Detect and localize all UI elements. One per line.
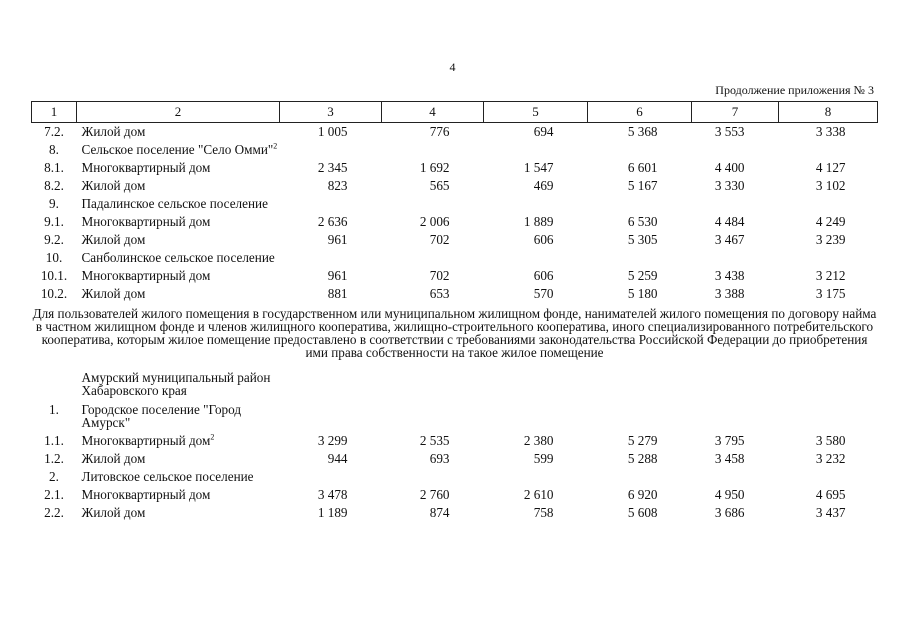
row-label-cell [77, 231, 280, 249]
value-cell: 944 [327, 451, 348, 466]
table-row [32, 486, 878, 504]
section-row [32, 401, 878, 432]
value-cell: 570 [533, 286, 554, 301]
table-row [32, 123, 878, 142]
value-cell: 1 692 [419, 160, 450, 175]
empty-cell [280, 249, 878, 267]
value-cell: 606 [533, 232, 554, 247]
empty-cell [280, 401, 878, 432]
row-number: 8.2. [44, 178, 64, 193]
row-label: Жилой дом [81, 286, 146, 301]
value-cell: 653 [429, 286, 450, 301]
section-number [32, 365, 77, 401]
row-label-cell [77, 177, 280, 195]
consumer-category-note: Для пользователей жилого помещения в государственном или муниципальном жилищном фонде, нанимателей жилого помещения по договору найма в частном жилищном фонде и членов жилищного кооператива, жилищно-строительного кооператива, иного специализированного потребительского кооператива, которым жилое помещение предоставлено в соответствии с требованиями законодательства Российской Федерации до приобретения ими права собственности на такое жилое помещение [32, 306, 877, 360]
value-cell: 5 180 [627, 286, 658, 301]
header-cell: 2 [77, 102, 280, 123]
row-number: 2.1. [44, 487, 64, 502]
region-title: Амурский муниципальный район Хабаровского края [81, 370, 271, 398]
empty-cell [280, 468, 878, 486]
value-cell: 3 478 [317, 487, 348, 502]
row-label: Жилой дом [81, 124, 146, 139]
value-cell: 599 [533, 451, 554, 466]
row-number: 7.2. [44, 124, 64, 139]
value-cell: 5 288 [627, 451, 658, 466]
row-number: 1.2. [44, 451, 64, 466]
value-cell: 5 368 [627, 124, 658, 139]
value-cell: 874 [429, 505, 450, 520]
section-title-cell [77, 249, 280, 267]
row-label-cell [77, 267, 280, 285]
row-label-cell [77, 159, 280, 177]
value-cell: 2 345 [317, 160, 348, 175]
row-number: 9.2. [44, 232, 64, 247]
value-cell: 606 [533, 268, 554, 283]
value-cell: 3 330 [714, 178, 745, 193]
value-cell: 961 [327, 232, 348, 247]
value-cell: 4 400 [714, 160, 745, 175]
row-label: Жилой дом [81, 451, 146, 466]
section-title: Сельское поселение "Село Омми" [81, 142, 274, 157]
row-label-cell [77, 486, 280, 504]
row-number: 10.1. [40, 268, 68, 283]
table-row [32, 267, 878, 285]
value-cell: 881 [327, 286, 348, 301]
section-title: Санболинское сельское поселение [81, 250, 275, 265]
value-cell: 3 388 [714, 286, 745, 301]
empty-cell [280, 195, 878, 213]
table-row [32, 177, 878, 195]
table-row [32, 285, 878, 303]
value-cell: 3 232 [815, 451, 846, 466]
header-cell: 4 [382, 102, 484, 123]
value-cell: 693 [429, 451, 450, 466]
value-cell: 2 006 [419, 214, 450, 229]
row-number: 1.1. [44, 433, 64, 448]
value-cell: 6 530 [627, 214, 658, 229]
value-cell: 823 [327, 178, 348, 193]
section-title-cell [77, 195, 280, 213]
value-cell: 3 338 [815, 124, 846, 139]
header-row [32, 102, 878, 123]
header-cell: 5 [484, 102, 588, 123]
row-label-cell [77, 213, 280, 231]
value-cell: 4 127 [815, 160, 846, 175]
section-title-cell [77, 401, 280, 432]
section-number: 2. [49, 469, 59, 484]
row-label: Жилой дом [81, 505, 146, 520]
value-cell: 5 167 [627, 178, 658, 193]
row-label: Многоквартирный дом [81, 487, 211, 502]
section-title: Литовское сельское поселение [81, 469, 254, 484]
value-cell: 3 553 [714, 124, 745, 139]
section-title: Падалинское сельское поселение [81, 196, 268, 211]
row-label: Многоквартирный дом [81, 268, 211, 283]
table-body [32, 123, 878, 523]
section-title-cell [77, 141, 280, 159]
page-number: 4 [449, 60, 456, 74]
header-cell: 8 [779, 102, 878, 123]
value-cell: 565 [429, 178, 450, 193]
value-cell: 3 212 [815, 268, 846, 283]
value-cell: 4 249 [815, 214, 846, 229]
value-cell: 3 686 [714, 505, 745, 520]
value-cell: 2 636 [317, 214, 348, 229]
header-cell: 7 [692, 102, 779, 123]
section-row [32, 141, 878, 159]
row-label-cell [77, 123, 280, 142]
value-cell: 3 437 [815, 505, 846, 520]
value-cell: 694 [533, 124, 554, 139]
row-label-cell [77, 285, 280, 303]
continuation-label: Продолжение приложения № 3 [715, 83, 874, 97]
value-cell: 2 610 [523, 487, 554, 502]
footnote-mark: 2 [210, 432, 215, 442]
value-cell: 3 299 [317, 433, 348, 448]
header-cell: 1 [32, 102, 77, 123]
value-cell: 1 189 [317, 505, 348, 520]
value-cell: 469 [533, 178, 554, 193]
row-label: Жилой дом [81, 232, 146, 247]
value-cell: 3 795 [714, 433, 745, 448]
section-title-cell [77, 468, 280, 486]
value-cell: 6 920 [627, 487, 658, 502]
value-cell: 2 380 [523, 433, 554, 448]
tariff-table [31, 101, 878, 522]
region-title-cell [77, 365, 280, 401]
row-number: 2.2. [44, 505, 64, 520]
table-row [32, 450, 878, 468]
section-number: 8. [49, 142, 59, 157]
section-number: 9. [49, 196, 59, 211]
value-cell: 3 438 [714, 268, 745, 283]
row-number: 8.1. [44, 160, 64, 175]
row-label-cell [77, 504, 280, 522]
table-row [32, 231, 878, 249]
value-cell: 702 [429, 232, 450, 247]
value-cell: 5 305 [627, 232, 658, 247]
section-number: 10. [45, 250, 63, 265]
section-number: 1. [49, 402, 59, 417]
value-cell: 2 760 [419, 487, 450, 502]
row-label: Многоквартирный дом [81, 433, 211, 448]
row-label: Многоквартирный дом [81, 160, 211, 175]
value-cell: 4 695 [815, 487, 846, 502]
value-cell: 3 175 [815, 286, 846, 301]
value-cell: 702 [429, 268, 450, 283]
value-cell: 3 102 [815, 178, 846, 193]
note-row [32, 303, 878, 365]
value-cell: 5 608 [627, 505, 658, 520]
value-cell: 2 535 [419, 433, 450, 448]
table-row [32, 504, 878, 522]
section-row [32, 468, 878, 486]
value-cell: 6 601 [627, 160, 658, 175]
region-heading-row [32, 365, 878, 401]
section-row [32, 195, 878, 213]
value-cell: 3 467 [714, 232, 745, 247]
value-cell: 758 [533, 505, 554, 520]
value-cell: 961 [327, 268, 348, 283]
section-title: Городское поселение "Город Амурск" [81, 402, 242, 430]
value-cell: 1 547 [523, 160, 554, 175]
value-cell: 5 259 [627, 268, 658, 283]
row-number: 9.1. [44, 214, 64, 229]
header-cell: 6 [588, 102, 692, 123]
section-row [32, 249, 878, 267]
footnote-mark: 2 [273, 141, 278, 151]
value-cell: 776 [429, 124, 450, 139]
value-cell: 3 580 [815, 433, 846, 448]
value-cell: 3 239 [815, 232, 846, 247]
table-row [32, 213, 878, 231]
header-cell: 3 [280, 102, 382, 123]
row-label-cell [77, 432, 280, 450]
row-number: 10.2. [40, 286, 68, 301]
table-row [32, 159, 878, 177]
value-cell: 3 458 [714, 451, 745, 466]
value-cell: 4 950 [714, 487, 745, 502]
value-cell: 5 279 [627, 433, 658, 448]
empty-cell [280, 141, 878, 159]
table-row [32, 432, 878, 450]
value-cell: 4 484 [714, 214, 745, 229]
value-cell: 1 005 [317, 124, 348, 139]
row-label: Многоквартирный дом [81, 214, 211, 229]
row-label: Жилой дом [81, 178, 146, 193]
row-label-cell [77, 450, 280, 468]
value-cell: 1 889 [523, 214, 554, 229]
empty-cell [280, 365, 878, 401]
